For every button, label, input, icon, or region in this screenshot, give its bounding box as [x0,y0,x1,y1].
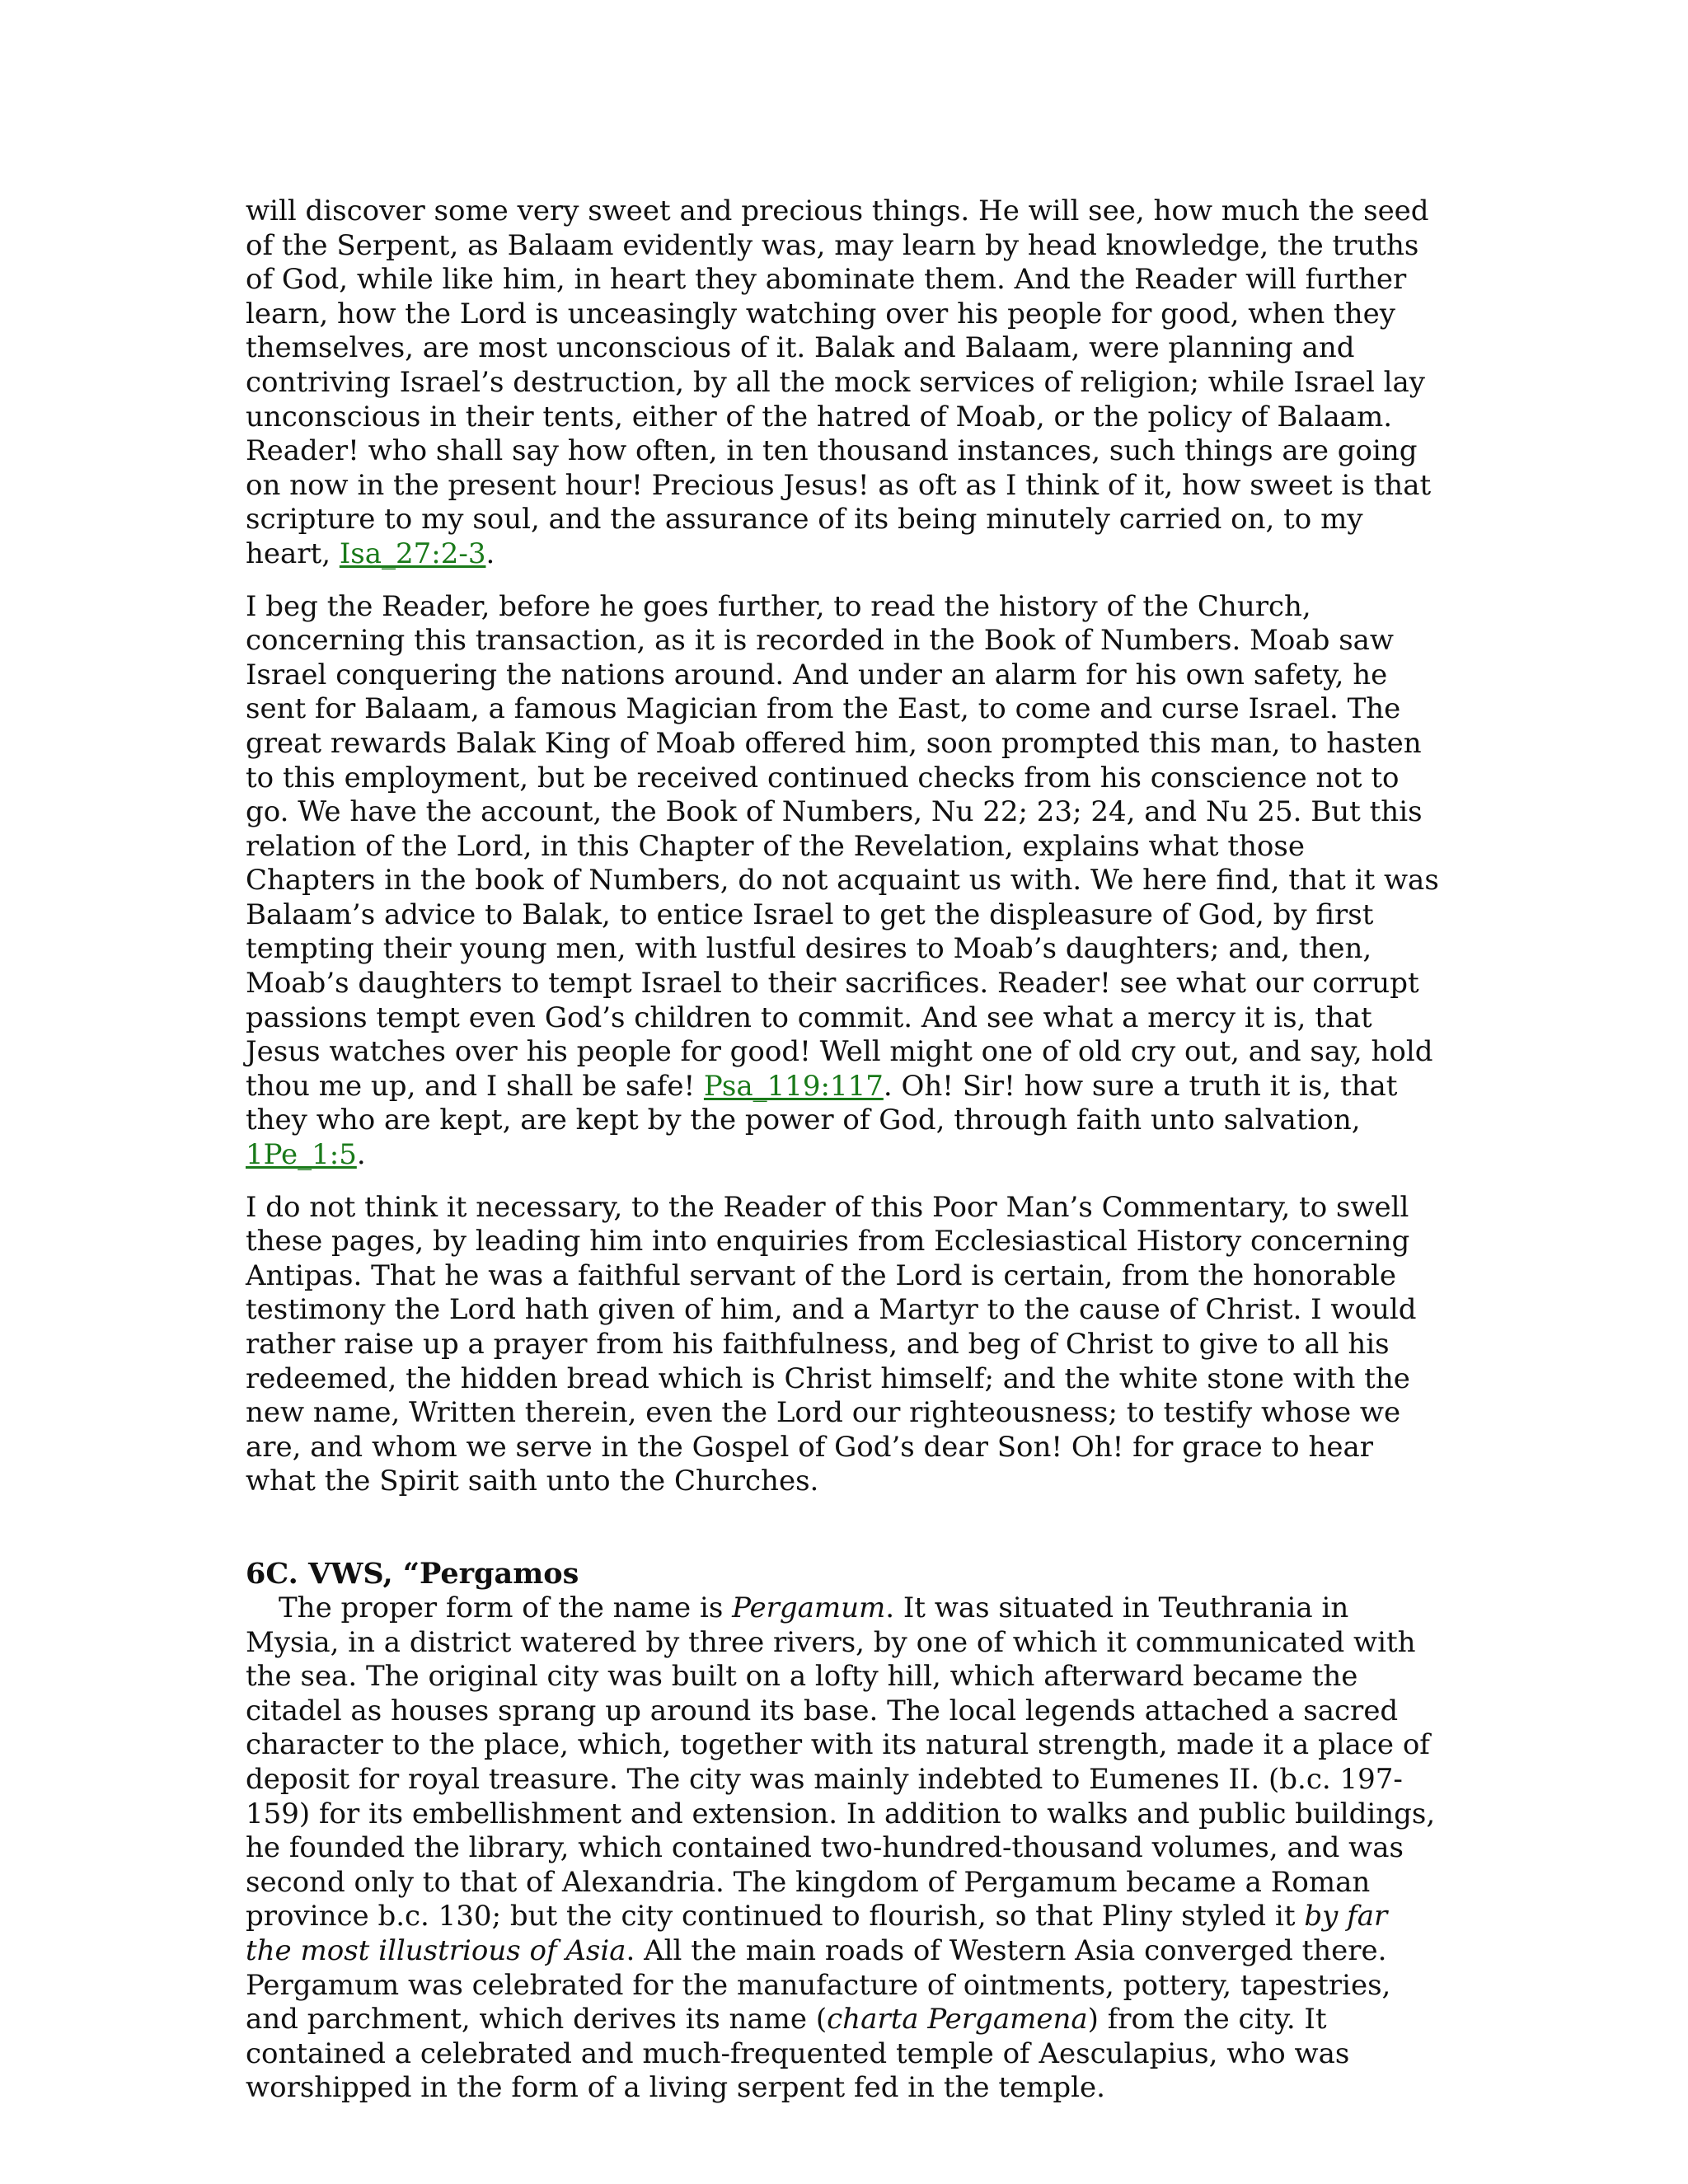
scripture-link-psa[interactable]: Psa_119:117 [703,1069,884,1103]
paragraph-text: will discover some very sweet and precious things. He will see, how much the seed of the Serpent, as Balaam evidently was, may learn by head knowledge, the truths of God, while like him, in heart they abominate them. And the Reader will further learn, how the Lord is unceasingly watching over his people for good, when they themselves, are most unconscious of it. Balak and Balaam, were planning and contriving Israel’s destruction, by all the mock services of religion; while Israel lay unconscious in their tents, either of the hatred of Moab, or the policy of Balaam. Reader! who shall say how often, in ten thousand instances, such things are going on now in the present hour! Precious Jesus! as oft as I think of it, how sweet is that scripture to my soul, and the assurance of its being minutely carried on, to my heart, [246,194,1432,570]
section-text: . It was situated in Teuthrania in Mysia, in a district watered by three rivers, by one of which it communicated with the sea. The original city was built on a lofty hill, which afterward became the citadel as houses sprang up around its base. The local legends attached a sacred character to the place, which, together with its natural strength, made it a place of deposit for royal treasure. The city was mainly indebted to Eumenes II. (b.c. 197-159) for its embellishment and extension. In addition to walks and public buildings, he founded the library, which contained two-hundred-thousand volumes, and was second only to that of Alexandria. The kingdom of Pergamum became a Roman province b.c. 130; but the city continued to flourish, so that Pliny styled it [246,1591,1436,1933]
paragraph-balaam-serpent [246,194,1441,572]
section-text: . All the main roads of Western Asia converged there. Pergamum was celebrated for the manufacture of ointments, pottery, tapestries, and parchment, which derives its name ( [246,1933,1391,2036]
paragraph-text: . [356,1138,366,1172]
paragraph-antipas: I do not think it necessary, to the Reader of this Poor Man’s Commentary, to swell these pages, by leading him into enquiries from Ecclesiastical History concerning Antipas. That he was a faithful servant of the Lord is certain, from the honorable testimony the Lord hath given of him, and a Martyr to the cause of Christ. I would rather raise up a prayer from his faithfulness, and beg of Christ to give to all his redeemed, the hidden bread which is Christ himself; and the white stone with the new name, Written therein, even the Lord our righteousness; to testify whose we are, and whom we serve in the Gospel of God’s dear Son! Oh! for grace to hear what the Spirit saith unto the Churches. [246,1190,1417,1498]
paragraph-text: . [485,537,495,570]
italic-term: Pergamum [732,1591,886,1624]
section-text: The proper form of the name is [279,1591,733,1624]
scripture-link-1pe[interactable]: 1Pe_1:5 [246,1138,357,1172]
paragraph-text: . Oh! Sir! how sure a truth it is, that they who are kept, are kept by the power of God, through faith unto salvation, [246,1069,1398,1137]
paragraph-book-of-numbers [246,590,1441,1173]
section-heading: 6C. VWS, “Pergamos [246,1556,579,1591]
section-body [246,1591,1441,2106]
italic-term: charta Pergamena [827,2003,1088,2036]
section-text: ) from the city. It contained a celebrated and much-frequented temple of Aesculapius, who was worshipped in the form of a living serpent fed in the temple. [246,2003,1350,2105]
italic-quote: by far the most illustrious of Asia [246,1900,1388,1967]
scripture-link-isa[interactable]: Isa_27:2-3 [339,537,486,570]
document-page [246,194,1441,2106]
section-pergamos [246,1557,1441,2106]
paragraph-text: I beg the Reader, before he goes further, to read the history of the Church, concerning this transaction, as it is recorded in the Book of Numbers. Moab saw Israel conquering the nations around. And under an alarm for his own safety, he sent for Balaam, a famous Magician from the East, to come and curse Israel. The great rewards Balak King of Moab offered him, soon prompted this man, to hasten to this employment, but be received continued checks from his conscience not to go. We have the account, the Book of Numbers, Nu 22; 23; 24, and Nu 25. But this relation of the Lord, in this Chapter of the Revelation, explains what those Chapters in the book of Numbers, do not acquaint us with. We here find, that it was Balaam’s advice to Balak, to entice Israel to get the displeasure of God, by first tempting their young men, with lustful desires to Moab’s daughters; and, then, Moab’s daughters to tempt Israel to their sacrifices. Reader! see what our corrupt passions tempt even God’s children to commit. And see what a mercy it is, that Jesus watches over his people for good! Well might one of old cry out, and say, hold thou me up, and I shall be safe! [246,589,1439,1103]
